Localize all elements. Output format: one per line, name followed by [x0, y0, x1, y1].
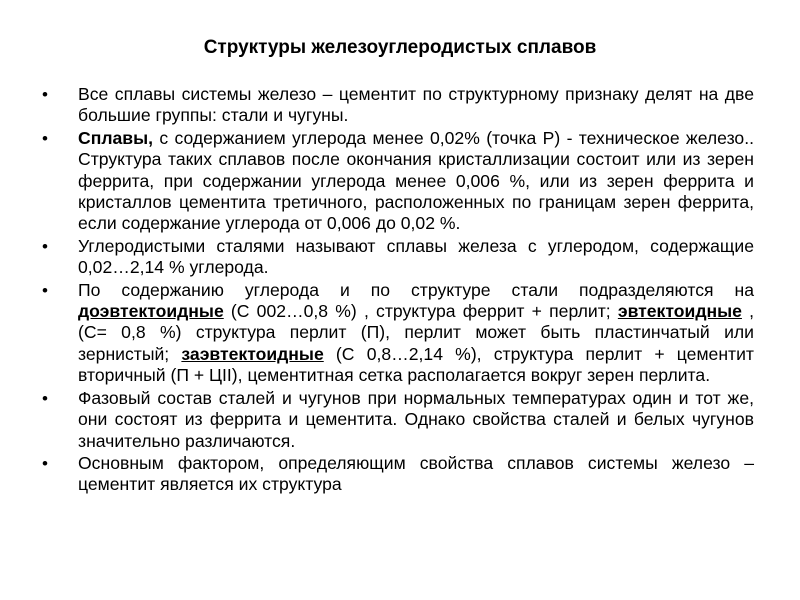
bullet-item-4	[42, 280, 754, 387]
bullet-item-6	[42, 453, 754, 496]
bullet-text-4d: (С 0,8…2,14 %), структура перлит + цементит вторичный (П + ЦII), цементитная сетка располагается вокруг зерен перлита.	[78, 343, 754, 386]
bullet-item-5	[42, 388, 754, 452]
bullet-icon: •	[42, 280, 48, 300]
bold-lead-term: Сплавы,	[78, 127, 154, 148]
term-hypoeutectoid: доэвтектоидные	[78, 301, 224, 322]
bullet-list	[42, 84, 754, 497]
bullet-item-1	[42, 84, 754, 127]
bullet-text-6: Основным фактором, определяющим свойства сплавов системы железо – цементит является их структура	[78, 452, 754, 495]
bullet-icon: •	[42, 128, 48, 148]
term-eutectoid: эвтектоидные	[617, 301, 742, 322]
bullet-icon: •	[42, 236, 48, 256]
bullet-item-3	[42, 236, 754, 279]
term-hypereutectoid: заэвтектоидные	[181, 343, 324, 364]
bullet-text-3: Углеродистыми сталями называют сплавы железа с углеродом, содержащие 0,02…2,14 % углерода.	[78, 235, 754, 278]
bullet-text-5: Фазовый состав сталей и чугунов при нормальных температурах один и тот же, они состоят из феррита и цементита. Однако свойства сталей и белых чугунов значительно различаются.	[78, 387, 754, 451]
bullet-icon: •	[42, 85, 48, 104]
bullet-text-4c: , (С= 0,8 %) структура перлит (П), перлит может быть пластинчатый или зернистый;	[78, 301, 754, 364]
bullet-icon: •	[42, 453, 48, 473]
bullet-text-4a: По содержанию углерода и по структуре стали подразделяются на	[78, 279, 754, 300]
bullet-icon: •	[42, 388, 48, 408]
bullet-item-2	[42, 128, 754, 235]
slide-title: Структуры железоуглеродистых сплавов	[203, 37, 597, 58]
bullet-text-1: Все сплавы системы железо – цементит по структурному признаку делят на две большие группы: стали и чугуны.	[78, 84, 754, 126]
bullet-text-2: с содержанием углерода менее 0,02% (точка Р) - техническое железо.. Структура таких сплавов после окончания кристаллизации состоит или из зерен феррита, при содержании углерода менее 0,006 %, или из зерен феррита и кристаллов цементита третичного, расположенных по границам зерен феррита, если содержание углерода от 0,006 до 0,02 %.	[78, 127, 754, 234]
bullet-text-4b: (С 002…0,8 %) , структура феррит + перлит;	[223, 301, 618, 322]
